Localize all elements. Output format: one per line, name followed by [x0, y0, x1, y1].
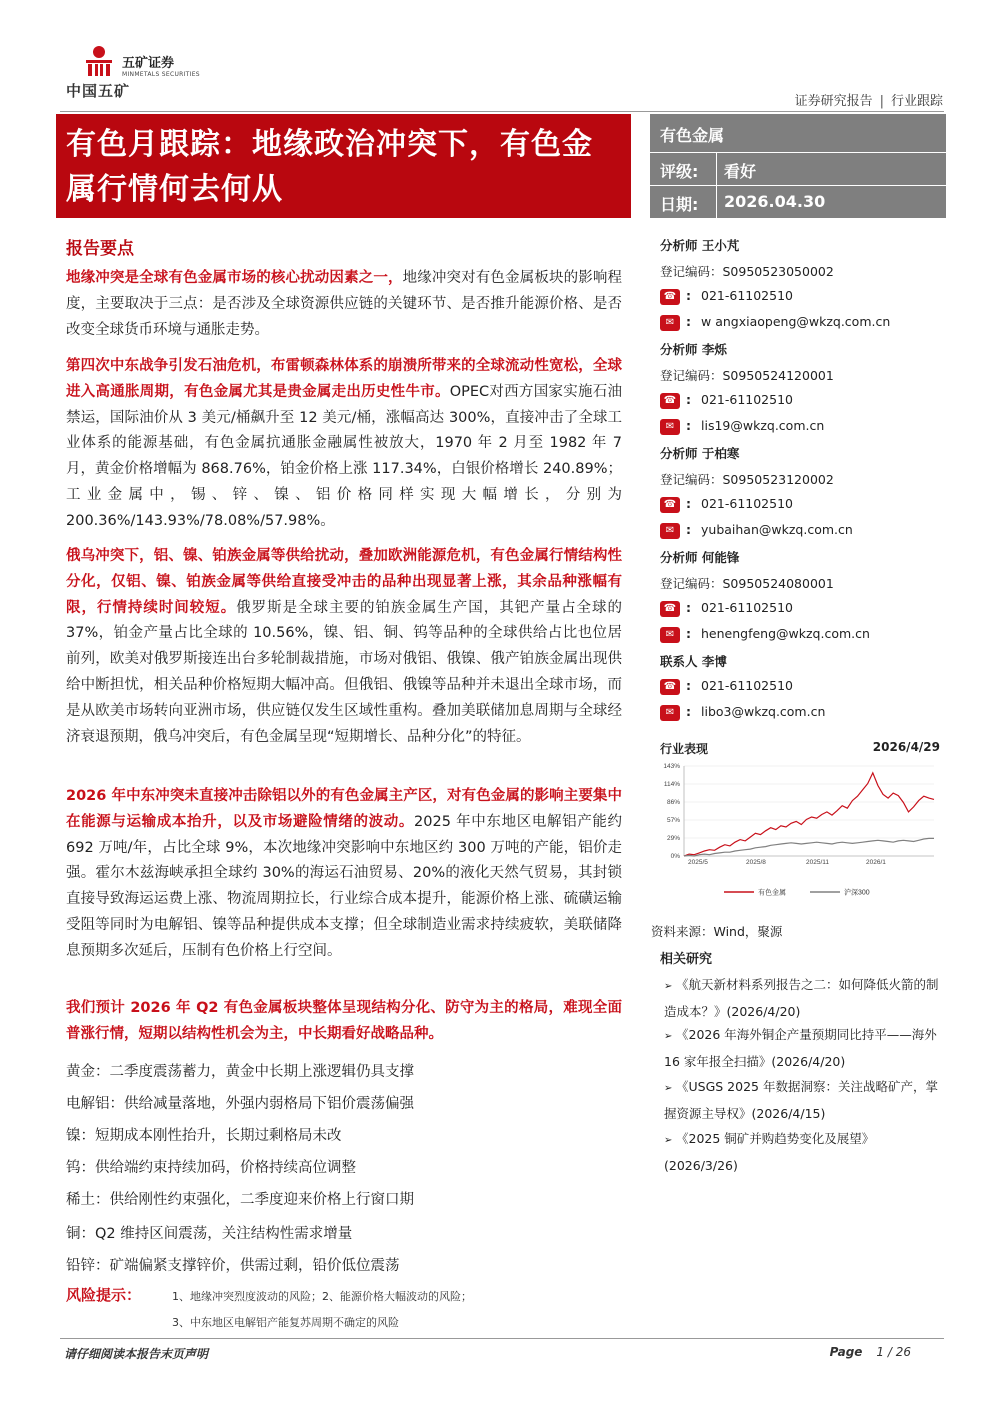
- email-address: lis19@wkzq.com.cn: [701, 418, 825, 433]
- analyst-name-text: 分析师 李烁: [660, 342, 727, 357]
- analyst-phone: [660, 392, 793, 409]
- performance-chart: [652, 756, 944, 902]
- section-heading: 报告要点: [66, 239, 134, 259]
- phone-number: 021-61102510: [701, 496, 793, 511]
- x-tick-label: 2026/1: [866, 859, 886, 866]
- metal-outlook: 镍：短期成本刚性抬升，长期过剩格局未改: [66, 1128, 342, 1144]
- phone-icon: ☎: [660, 497, 680, 513]
- analyst-name: [660, 548, 739, 566]
- related-report-link[interactable]: [664, 1022, 944, 1074]
- risk-heading: 风险提示：: [66, 1286, 142, 1304]
- analyst-name: [660, 652, 727, 670]
- metal-outlook: 黄金：二季度震荡蓄力，黄金中长期上涨逻辑仍具支撑: [66, 1064, 414, 1080]
- arrow-icon: ➢: [664, 981, 673, 992]
- colon: :: [686, 678, 691, 693]
- email-icon: ✉: [660, 419, 680, 435]
- date-label: 日期:: [660, 195, 699, 214]
- analyst-name-text: 联系人 李博: [660, 654, 727, 669]
- paragraph-text: 2025 年中东地区电解铝产能约 692 万吨/年，占比全球 9%，本次地缘冲突影响中东地区约 300 万吨的产能，铝价走强。霍尔木兹海峡承担全球约 30%的海运石油贸易、20%的液化天然气贸易，其封锁直接导致海运运费上涨、物流周期拉长，行业综合成本提升，能源价格上涨、硫磺运输受阻等同时为电解铝、镍等品种提供成本支撑；但全球制造业需求持续疲软，美联储降息预期多次延后，压制有色价格上行空间。: [66, 813, 622, 959]
- registration-code: 登记编码：S0950523120002: [660, 472, 834, 487]
- group-name: 中国五矿: [66, 82, 131, 100]
- y-tick-label: 0%: [670, 853, 680, 860]
- rating-panel: [650, 114, 946, 218]
- email-icon: ✉: [660, 315, 680, 331]
- colon: :: [686, 392, 691, 407]
- metal-outlook: 铅锌：矿端偏紧支撑锌价，供需过剩，铅价低位震荡: [66, 1258, 400, 1274]
- metal-outlook: 稀土：供给刚性约束强化，二季度迎来价格上行窗口期: [66, 1192, 414, 1208]
- chart-source: 资料来源：Wind，聚源: [651, 924, 783, 939]
- arrow-icon: ➢: [664, 1083, 673, 1094]
- breadcrumb: 证券研究报告 | 行业跟踪: [794, 94, 943, 109]
- related-report-link[interactable]: [664, 1074, 944, 1126]
- phone-number: 021-61102510: [701, 600, 793, 615]
- colon: :: [686, 288, 691, 303]
- y-tick-label: 114%: [663, 781, 680, 788]
- panel-divider: [650, 152, 946, 153]
- email-icon: ✉: [660, 705, 680, 721]
- metal-outlook: 电解铝：供给减量落地，外强内弱格局下铝价震荡偏强: [66, 1096, 414, 1112]
- phone-number: 021-61102510: [701, 678, 793, 693]
- analyst-email[interactable]: [660, 704, 825, 721]
- logo-icon: [82, 42, 116, 78]
- analyst-name: [660, 444, 739, 462]
- colon: :: [686, 626, 691, 641]
- colon: :: [686, 522, 691, 537]
- breadcrumb-item: 证券研究报告: [794, 94, 873, 109]
- email-icon: ✉: [660, 523, 680, 539]
- chart-title: 行业表现: [660, 742, 709, 756]
- analyst-email[interactable]: [660, 418, 824, 435]
- email-address: henengfeng@wkzq.com.cn: [701, 626, 870, 641]
- analyst-registration: [660, 366, 834, 384]
- analyst-phone: [660, 678, 793, 695]
- email-address: libo3@wkzq.com.cn: [701, 704, 826, 719]
- metal-outlook: 钨：供给端约束持续加码，价格持续高位调整: [66, 1160, 356, 1176]
- footer-disclaimer: 请仔细阅读本报告末页声明: [64, 1347, 209, 1361]
- summary-paragraph: [66, 544, 622, 750]
- phone-number: 021-61102510: [701, 288, 793, 303]
- risk-text: 3、中东地区电解铝产能复苏周期不确定的风险: [172, 1316, 399, 1329]
- rating-label: 评级:: [660, 162, 699, 181]
- key-point: 2026 年中东冲突未直接冲击除铝以外的有色金属主产区，对有色金属的影响主要集中在能源与运输成本抬升，以及市场避险情绪的波动。: [66, 788, 622, 830]
- header-divider: [60, 111, 944, 112]
- analyst-name-text: 分析师 何能锋: [660, 550, 740, 565]
- breadcrumb-item: 行业跟踪: [890, 94, 943, 109]
- analyst-name-text: 分析师 王小芃: [660, 238, 740, 253]
- analyst-phone: [660, 496, 793, 513]
- related-report-link[interactable]: [664, 972, 944, 1024]
- arrow-icon: ➢: [664, 1031, 673, 1042]
- related-report-title: 《航天新材料系列报告之二：如何降低火箭的制造成本？》(2026/4/20): [664, 977, 939, 1019]
- related-report-title: 《USGS 2025 年数据洞察：关注战略矿产，掌握资源主导权》(2026/4/15): [664, 1079, 938, 1121]
- legend-label: 有色金属: [758, 889, 786, 897]
- phone-icon: ☎: [660, 679, 680, 695]
- sector-label: 有色金属: [660, 126, 725, 145]
- footer-divider: [60, 1338, 944, 1339]
- phone-number: 021-61102510: [701, 392, 793, 407]
- key-point: 地缘冲突是全球有色金属市场的核心扰动因素之一，: [66, 270, 403, 286]
- related-heading: 相关研究: [660, 952, 713, 967]
- analyst-email[interactable]: [660, 522, 853, 539]
- brand-name-en: MINMETALS SECURITIES: [122, 71, 200, 78]
- colon: :: [686, 600, 691, 615]
- analyst-registration: [660, 262, 834, 280]
- phone-icon: ☎: [660, 393, 680, 409]
- date-value: 2026.04.30: [724, 192, 826, 211]
- title-line: 有色月跟踪：地缘政治冲突下，有色金: [66, 127, 593, 162]
- key-point: 我们预计 2026 年 Q2 有色金属板块整体呈现结构分化、防守为主的格局，难现全面普涨行情，短期以结构性机会为主，中长期看好战略品种。: [66, 1000, 622, 1042]
- chart-date: 2026/4/29: [872, 740, 940, 754]
- page-number: 1 / 26: [876, 1345, 911, 1359]
- x-tick-label: 2025/5: [688, 859, 708, 866]
- company-logo: [64, 42, 224, 98]
- title-banner: [56, 114, 631, 218]
- colon: :: [686, 418, 691, 433]
- summary-paragraph: [66, 354, 622, 535]
- y-tick-label: 143%: [663, 763, 680, 770]
- phone-icon: ☎: [660, 289, 680, 305]
- email-icon: ✉: [660, 627, 680, 643]
- analyst-email[interactable]: [660, 314, 890, 331]
- x-tick-label: 2025/8: [746, 859, 766, 866]
- phone-icon: ☎: [660, 601, 680, 617]
- page-label: Page: [829, 1345, 863, 1359]
- paragraph-text: OPEC对西方国家实施石油禁运，国际油价从 3 美元/桶飙升至 12 美元/桶，涨幅高达 300%，直接冲击了全球工业体系的能源基础，有色金属抗通胀金融属性被放大，1970 年 2 月至 1982 年 7 月，黄金价格增幅为 868.76%，铂金价格上涨 117.34%，白银价格增长 240.89%；工业金属中，锡、锌、镍、铝价格同样实现大幅增长，分别为 200.36%/143.93%/78.08%/57.98%。: [66, 383, 622, 529]
- analyst-name-text: 分析师 于柏寒: [660, 446, 740, 461]
- analyst-phone: [660, 288, 793, 305]
- analyst-name: [660, 236, 739, 254]
- y-tick-label: 29%: [666, 835, 680, 842]
- legend-label: 沪深300: [844, 889, 870, 897]
- title-line: 属行情何去何从: [66, 172, 283, 207]
- analyst-phone: [660, 600, 793, 617]
- metal-outlook: 铜：Q2 维持区间震荡，关注结构性需求增量: [66, 1226, 353, 1242]
- analyst-registration: [660, 470, 834, 488]
- report-title: [66, 122, 626, 212]
- brand-name: 五矿证券: [122, 56, 175, 71]
- summary-paragraph: [66, 784, 622, 965]
- x-tick-label: 2025/11: [806, 859, 830, 866]
- related-report-link[interactable]: [664, 1126, 944, 1178]
- paragraph-text: 地缘冲突对有色金属板块的影响程度，主要取决于三点：是否涉及全球资源供应链的关键环节、是否推升能源价格、是否改变全球货币环境与通胀走势。: [66, 270, 622, 338]
- registration-code: 登记编码：S0950524080001: [660, 576, 834, 591]
- key-point: 俄乌冲突下，铝、镍、铂族金属等供给扰动，叠加欧洲能源危机，有色金属行情结构性分化，仅铝、镍、铂族金属等供给直接受冲击的品种出现显著上涨，其余品种涨幅有限，行情持续时间较短。: [66, 548, 622, 616]
- colon: :: [686, 704, 691, 719]
- analyst-name: [660, 340, 727, 358]
- series-line: [684, 838, 934, 856]
- arrow-icon: ➢: [664, 1135, 673, 1146]
- page-indicator: [830, 1345, 911, 1359]
- related-report-title: 《2026 年海外铜企产量预期同比持平——海外 16 家年报全扫描》(2026/4/20): [664, 1027, 937, 1069]
- registration-code: 登记编码：S0950523050002: [660, 264, 834, 279]
- y-tick-label: 86%: [666, 799, 680, 806]
- analyst-registration: [660, 574, 834, 592]
- analyst-email[interactable]: [660, 626, 870, 643]
- y-tick-label: 57%: [666, 817, 680, 824]
- colon: :: [686, 314, 691, 329]
- risk-text: 1、地缘冲突烈度波动的风险；2、能源价格大幅波动的风险；: [172, 1290, 472, 1303]
- key-point: 第四次中东战争引发石油危机，布雷顿森林体系的崩溃所带来的全球流动性宽松，全球进入高通胀周期，有色金属尤其是贵金属走出历史性牛市。: [66, 358, 622, 400]
- paragraph-text: 俄罗斯是全球主要的铂族金属生产国，其钯产量占全球的 37%，铂金产量占比全球的 10.56%，镍、铝、铜、钨等品种的全球供给占比也位居前列，欧美对俄罗斯接连出台多轮制裁措施，市场对俄铝、俄镍、俄产铂族金属出现供给中断担忧，相关品种价格短期大幅冲高。但俄铝、俄镍等品种并未退出全球市场，而是从欧美市场转向亚洲市场，供应链仅发生区域性重构。叠加美联储加息周期与全球经济衰退预期，俄乌冲突后，有色金属呈现“短期增长、品种分化”的特征。: [66, 599, 622, 745]
- rating-value: 看好: [724, 162, 757, 181]
- summary-paragraph: [66, 266, 622, 343]
- colon: :: [686, 496, 691, 511]
- email-address: w angxiaopeng@wkzq.com.cn: [701, 314, 891, 329]
- chart-header: [660, 740, 940, 757]
- panel-divider: [650, 185, 946, 186]
- registration-code: 登记编码：S0950524120001: [660, 368, 834, 383]
- related-report-title: 《2025 铜矿并购趋势变化及展望》(2026/3/26): [664, 1131, 875, 1173]
- email-address: yubaihan@wkzq.com.cn: [701, 522, 853, 537]
- summary-paragraph: [66, 996, 622, 1048]
